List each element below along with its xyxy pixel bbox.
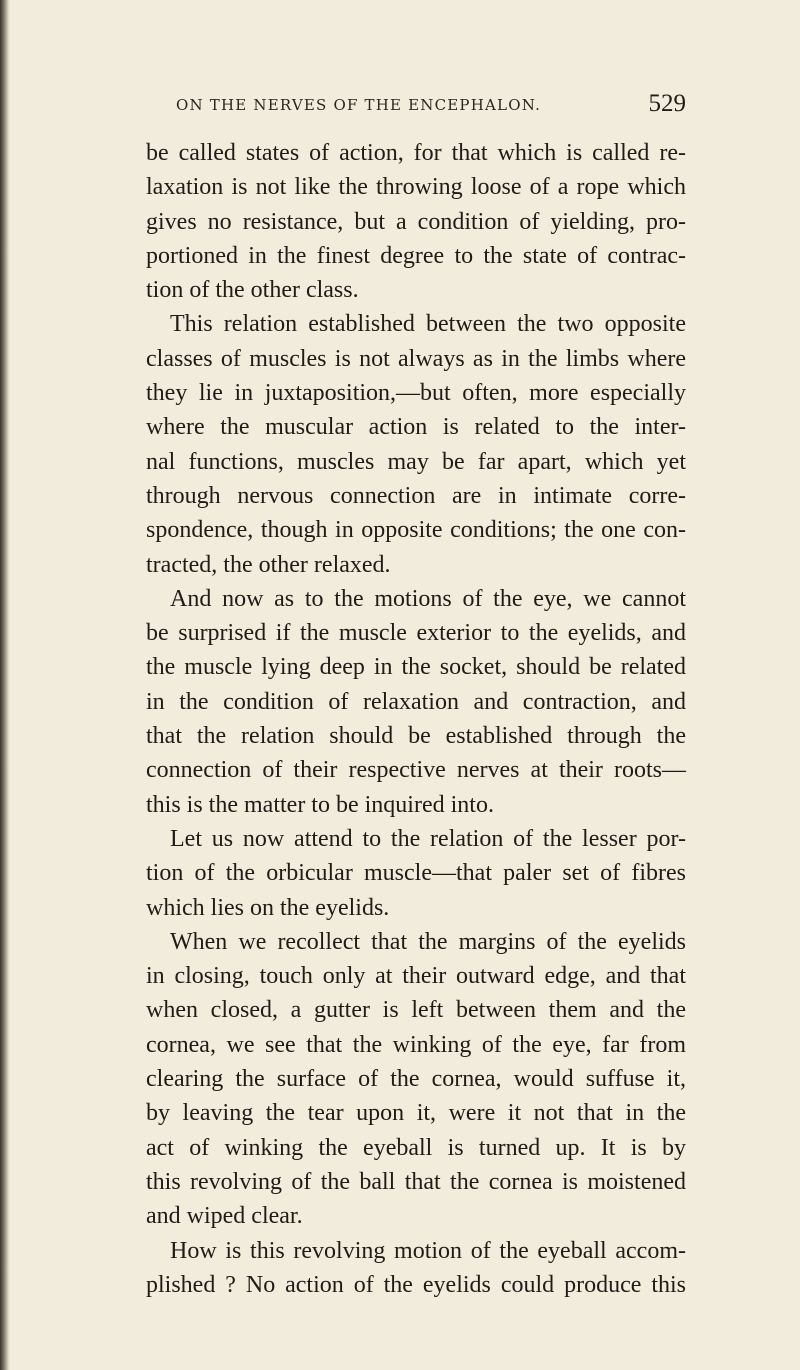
page-number: 529 <box>648 90 686 117</box>
text-line: tracted, the other relaxed. <box>146 551 391 578</box>
text-line: which lies on the eyelids. <box>146 894 390 921</box>
text-line: When we recollect that the margins of the eyelids <box>170 928 686 955</box>
text-line: they lie in juxtaposition,—but often, more especially <box>146 380 686 407</box>
text-line: the muscle lying deep in the socket, should be related <box>146 654 686 681</box>
text-line: cornea, we see that the winking of the eye, far from <box>146 1031 686 1058</box>
text-line: portioned in the finest degree to the state of contrac- <box>146 242 686 269</box>
text-line: This relation established between the two opposite <box>170 311 686 338</box>
text-line: and wiped clear. <box>146 1203 303 1230</box>
running-head: ON THE NERVES OF THE ENCEPHALON. <box>176 96 542 114</box>
text-line: through nervous connection are in intimate corre- <box>146 482 686 509</box>
text-line: Let us now attend to the relation of the lesser por- <box>170 825 686 852</box>
text-line: where the muscular action is related to the inter- <box>146 414 686 441</box>
text-line: And now as to the motions of the eye, we cannot <box>170 585 686 612</box>
text-line: laxation is not like the throwing loose of a rope which <box>146 174 686 201</box>
page-header <box>146 90 686 126</box>
text-line: connection of their respective nerves at their roots— <box>146 757 686 784</box>
text-line: spondence, though in opposite conditions; the one con- <box>146 517 686 544</box>
text-line: be called states of action, for that which is called re- <box>146 140 686 166</box>
text-line: act of winking the eyeball is turned up. It is by <box>146 1134 686 1161</box>
text-line: when closed, a gutter is left between them and the <box>146 997 686 1024</box>
text-line: How is this revolving motion of the eyeball accom- <box>170 1237 686 1264</box>
text-line: clearing the surface of the cornea, would suffuse it, <box>146 1066 686 1093</box>
body-text <box>146 136 686 1302</box>
text-line: in closing, touch only at their outward edge, and that <box>146 963 686 990</box>
text-line: by leaving the tear upon it, were it not that in the <box>146 1100 686 1127</box>
text-line: this revolving of the ball that the cornea is moistened <box>146 1168 686 1195</box>
text-line: that the relation should be established through the <box>146 723 686 750</box>
text-line: gives no resistance, but a condition of yielding, pro- <box>146 208 686 235</box>
text-line: this is the matter to be inquired into. <box>146 791 494 818</box>
text-line: tion of the other class. <box>146 277 359 304</box>
text-line: plished ? No action of the eyelids could produce this <box>146 1271 686 1298</box>
text-line: in the condition of relaxation and contraction, and <box>146 688 686 715</box>
text-line: nal functions, muscles may be far apart, which yet <box>146 448 686 475</box>
text-line: tion of the orbicular muscle—that paler set of fibres <box>146 860 686 887</box>
text-line: be surprised if the muscle exterior to the eyelids, and <box>146 620 686 647</box>
text-line: classes of muscles is not always as in the limbs where <box>146 345 686 372</box>
page-binding-edge <box>0 0 10 1370</box>
